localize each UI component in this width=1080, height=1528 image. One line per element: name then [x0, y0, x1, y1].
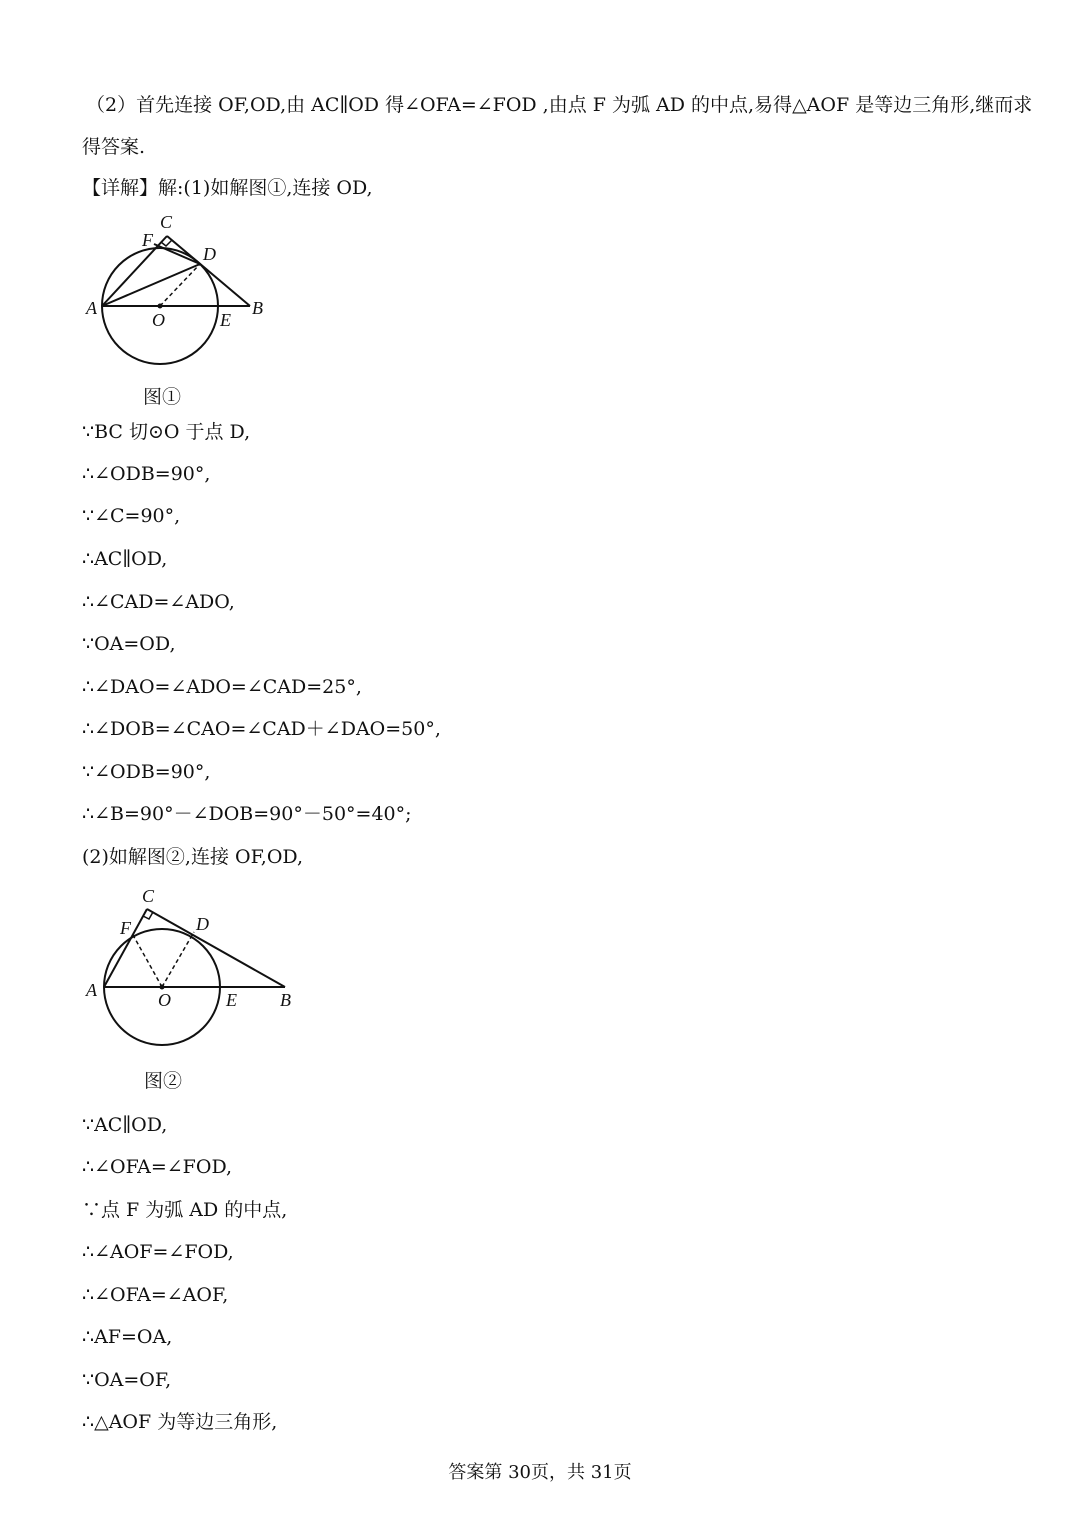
- step-1-9: ∵∠ODB=90°,: [82, 761, 211, 783]
- step-1-7: ∴∠DAO=∠ADO=∠CAD=25°,: [82, 676, 362, 698]
- solution-heading: 【详解】解:(1)如解图①,连接 OD,: [82, 177, 373, 199]
- figure-1-caption: 图①: [143, 386, 182, 408]
- fig2-label-c: C: [142, 886, 155, 906]
- intro-line-1: （2）首先连接 OF,OD,由 AC∥OD 得∠OFA=∠FOD ,由点 F 为弧 AD 的中点,易得△AOF 是等边三角形,继而求: [86, 94, 1033, 116]
- step-1-5: ∴∠CAD=∠ADO,: [82, 591, 235, 613]
- step-2-6: ∴AF=OA,: [82, 1326, 173, 1348]
- fig2-label-d: D: [196, 914, 209, 934]
- figure-2-caption: 图②: [144, 1070, 183, 1092]
- fig1-label-f: F: [142, 230, 153, 250]
- step-2-8: ∴△AOF 为等边三角形,: [82, 1411, 278, 1433]
- figure-2: [82, 882, 297, 1072]
- step-2-2: ∴∠OFA=∠FOD,: [82, 1156, 233, 1178]
- figure-1-diagram: [82, 208, 282, 408]
- fig1-label-e: E: [220, 310, 231, 330]
- fig1-label-a: A: [86, 298, 97, 318]
- step-1-4: ∴AC∥OD,: [82, 548, 168, 570]
- step-2-5: ∴∠OFA=∠AOF,: [82, 1284, 229, 1306]
- step-2-7: ∵OA=OF,: [82, 1369, 172, 1391]
- fig2-label-a: A: [86, 980, 97, 1000]
- step-2-3: ∵点 F 为弧 AD 的中点,: [82, 1199, 288, 1221]
- intro-line-2: 得答案.: [82, 136, 146, 158]
- step-1-6: ∵OA=OD,: [82, 633, 176, 655]
- step-1-3: ∵∠C=90°,: [82, 505, 181, 527]
- figure-1: [82, 208, 282, 408]
- intro-paragraph: [82, 84, 1033, 168]
- step-1-8: ∴∠DOB=∠CAO=∠CAD＋∠DAO=50°,: [82, 718, 441, 740]
- page-footer: 答案第 30页，共 31页: [448, 1462, 632, 1483]
- step-1-1: ∵BC 切⊙O 于点 D,: [82, 421, 251, 443]
- fig2-label-b: B: [280, 990, 291, 1010]
- step-2-4: ∴∠AOF=∠FOD,: [82, 1241, 234, 1263]
- fig1-label-c: C: [160, 212, 173, 232]
- step-2-1: ∵AC∥OD,: [82, 1114, 168, 1136]
- fig1-label-o: O: [152, 310, 165, 330]
- step-1-10: ∴∠B=90°－∠DOB=90°－50°=40°;: [82, 803, 412, 825]
- fig1-label-b: B: [252, 298, 263, 318]
- fig2-label-e: E: [226, 990, 237, 1010]
- figure-2-diagram: [82, 882, 297, 1072]
- step-1-2: ∴∠ODB=90°,: [82, 463, 211, 485]
- fig1-label-d: D: [203, 244, 216, 264]
- fig2-label-f: F: [120, 918, 131, 938]
- part-2-heading: (2)如解图②,连接 OF,OD,: [82, 846, 304, 868]
- fig2-label-o: O: [158, 990, 171, 1010]
